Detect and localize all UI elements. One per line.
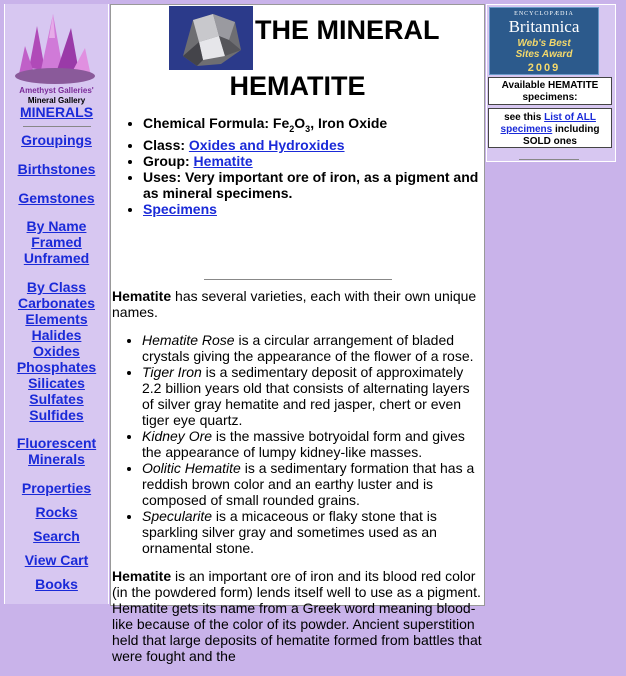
list-item [142, 332, 482, 364]
main-content [110, 4, 485, 664]
formula-fe: Fe [269, 115, 290, 131]
para2-text: is an important ore of iron and its blood red color (in the powdered form) lends itself well to use as a pigment. Hematite gets its name from a Greek word meaning blood-like because of the color of its powder. Ancient superstition held that large deposits of hematite formed from battles that were fought and the [112, 568, 482, 664]
britannica-award-badge[interactable] [489, 7, 599, 75]
amethyst-logo[interactable] [9, 8, 99, 86]
award-year: 2009 [527, 62, 561, 74]
page-title-line1: THE MINERAL [255, 15, 440, 45]
award-subtitle [490, 38, 598, 60]
award-sub-line2: Sites Award [515, 49, 573, 60]
nav-group-fluorescent [5, 435, 108, 467]
specimen-list-box [488, 108, 612, 148]
nav-group-properties [5, 480, 108, 496]
left-sidebar [4, 4, 109, 604]
nav-phosphates[interactable]: Phosphates [16, 359, 97, 375]
mineral-facts [125, 115, 488, 217]
formula-o: O [294, 115, 306, 131]
intro-paragraph [112, 288, 482, 320]
see-this-text: see this [504, 112, 545, 123]
nav-group-gemstones [5, 190, 108, 206]
minerals-link[interactable]: MINERALS [19, 104, 94, 120]
variety-name: Specularite [142, 508, 213, 524]
second-paragraph [112, 568, 482, 664]
nav-view-cart[interactable]: View Cart [24, 552, 89, 568]
nav-silicates[interactable]: Silicates [28, 375, 85, 391]
class-label: Class: [143, 136, 186, 153]
nav-by-name[interactable]: By Name [26, 218, 87, 234]
logo-caption [5, 86, 108, 106]
content-divider [204, 279, 392, 280]
available-text: Available HEMATITE specimens: [501, 80, 599, 103]
fact-class [143, 137, 488, 153]
article-body [112, 288, 482, 676]
fact-formula [143, 115, 488, 137]
award-sub-line1: Web's Best [517, 38, 571, 49]
nav-sulfates[interactable]: Sulfates [29, 391, 84, 407]
variety-name: Hematite Rose [142, 332, 235, 348]
nav-halides[interactable]: Halides [31, 327, 82, 343]
fact-specimens [143, 201, 488, 217]
sidebar-divider [23, 126, 91, 127]
available-specimens-box [488, 77, 612, 105]
nav-group-search [5, 528, 108, 544]
nav-group-by-class [5, 279, 108, 423]
nav-group-rocks [5, 504, 108, 520]
nav-books[interactable]: Books [35, 576, 78, 592]
nav-properties[interactable]: Properties [21, 480, 92, 496]
nav-group-by-name [5, 218, 108, 266]
nav-gemstones[interactable]: Gemstones [18, 190, 95, 206]
variety-name: Tiger Iron [142, 364, 202, 380]
nav-carbonates[interactable]: Carbonates [17, 295, 96, 311]
page-title-line2: HEMATITE [229, 71, 366, 101]
nav-sulfides[interactable]: Sulfides [29, 407, 84, 423]
hematite-specimen-image [169, 6, 253, 70]
nav-fluorescent[interactable]: Fluorescent [16, 435, 97, 451]
nav-birthstones[interactable]: Birthstones [17, 161, 96, 177]
right-divider [519, 159, 579, 160]
group-link[interactable]: Hematite [193, 152, 253, 169]
award-top-text: ENCYCLOPÆDIA [514, 11, 574, 17]
list-item [142, 428, 482, 460]
nav-search[interactable]: Search [33, 528, 80, 544]
nav-by-class[interactable]: By Class [26, 279, 87, 295]
right-sidebar [486, 4, 616, 162]
group-label: Group: [143, 152, 190, 169]
intro-text: has several varieties, each with their own unique names. [112, 288, 477, 320]
nav-groupings[interactable]: Groupings [21, 132, 92, 148]
uses-value: Very important ore of iron, as a pigment and as mineral specimens. [143, 168, 479, 201]
list-item [142, 508, 482, 556]
nav-group-books [5, 576, 108, 592]
intro-bold: Hematite [112, 288, 172, 304]
variety-desc: is the massive botryoidal form and gives the appearance of lumpy kidney-like masses. [142, 428, 465, 460]
specimens-link[interactable]: Specimens [143, 200, 217, 217]
variety-desc: is a sedimentary formation that has a reddish brown color and an earthy luster and is composed of small rounded grains. [142, 460, 475, 508]
fact-group [143, 153, 488, 169]
logo-line1: Amethyst Galleries' [19, 86, 94, 95]
logo-line2: Mineral Gallery [27, 96, 86, 105]
nav-unframed[interactable]: Unframed [23, 250, 90, 266]
formula-sub2: 3 [305, 123, 311, 134]
variety-name: Oolitic Hematite [142, 460, 241, 476]
class-link[interactable]: Oxides and Hydroxides [188, 136, 345, 153]
specimen-list-link[interactable]: List of ALL specimens [500, 112, 596, 135]
award-brand-text: Britannica [508, 17, 580, 36]
varieties-list [112, 332, 482, 556]
variety-desc: is a micaceous or flaky stone that is sparkling silver gray and sometimes used as an ornamental stone. [142, 508, 437, 556]
formula-label: Chemical Formula: [143, 115, 270, 131]
nav-rocks[interactable]: Rocks [35, 504, 78, 520]
variety-name: Kidney Ore [142, 428, 213, 444]
formula-suffix: , Iron Oxide [310, 115, 388, 131]
nav-fluorescent-minerals[interactable]: Minerals [28, 451, 85, 467]
minerals-nav [5, 104, 108, 120]
nav-oxides[interactable]: Oxides [33, 343, 80, 359]
nav-group-groupings [5, 132, 108, 148]
formula-sub1: 2 [289, 123, 295, 134]
nav-framed[interactable]: Framed [31, 234, 82, 250]
variety-desc: is a circular arrangement of bladed crystals giving the appearance of the flower of a rose. [142, 332, 474, 364]
fact-uses [143, 169, 488, 201]
nav-group-birthstones [5, 161, 108, 177]
list-item [142, 460, 482, 508]
list-item [142, 364, 482, 428]
para2-bold: Hematite [112, 568, 172, 584]
nav-group-view-cart [5, 552, 108, 568]
nav-elements[interactable]: Elements [25, 311, 88, 327]
variety-desc: is a sedimentary deposit of approximately 2.2 billion years old that consists of alternating layers of silver gray hematite and red jasper, chert or even tiger eye quartz. [142, 364, 470, 428]
uses-label: Uses: [143, 168, 182, 185]
including-text: including SOLD ones [523, 124, 600, 147]
